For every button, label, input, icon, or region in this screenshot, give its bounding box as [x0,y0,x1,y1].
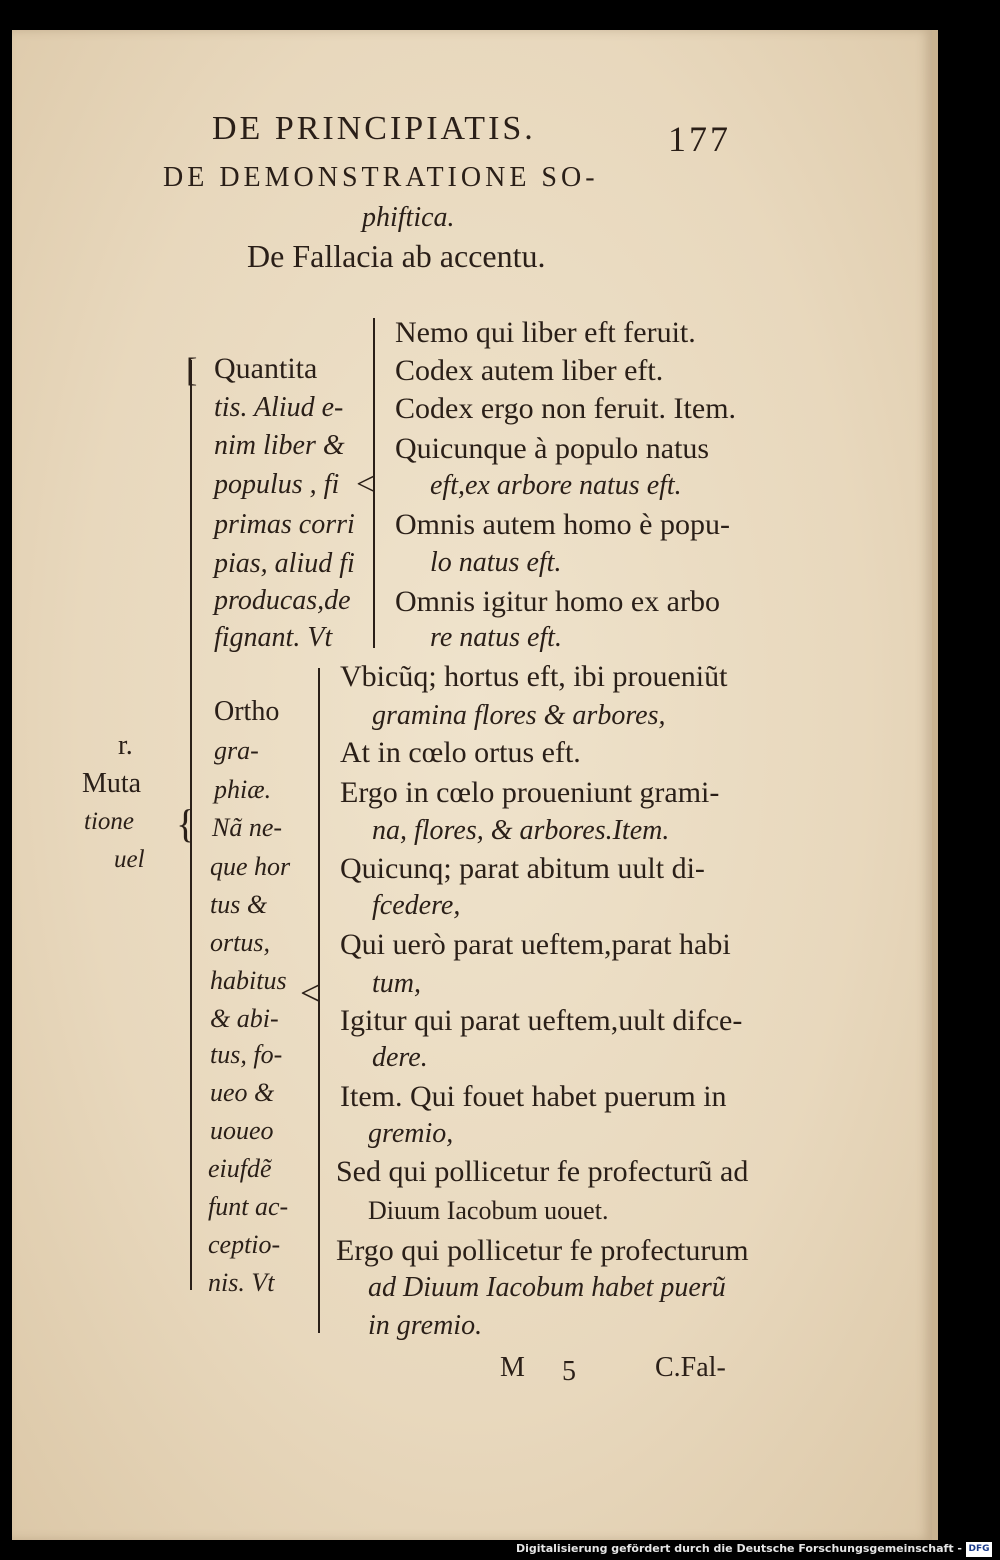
margin-line1: r. [118,730,133,761]
example2-line-12: Item. Qui fouet habet puerum in [340,1080,727,1113]
orthographiae-line-3: phiæ. [214,775,272,804]
orthographiae-line-2: gra- [214,736,259,765]
signature-mark: M [500,1352,525,1383]
running-title: DE PRINCIPIATIS. [212,110,536,147]
example1-line-7: lo natus eft. [430,547,562,578]
example1-line-8: Omnis igitur homo ex arbo [395,585,720,618]
quantitatis-line-8: fignant. Vt [214,622,333,653]
margin-line2: Muta [82,768,142,799]
example2-line-1: Vbicũq; hortus eft, ibi proueniũt [340,660,728,693]
example1-brace-point: < [356,466,376,503]
example2-line-7: fcedere, [372,890,461,921]
quantitatis-line-1: Quantita [214,352,318,385]
orthographiae-line-14: funt ac- [208,1192,289,1221]
signature-number: 5 [562,1356,576,1387]
quantitatis-line-2: tis. Aliud e- [214,392,344,423]
example1-line-5: eft,ex arbore natus eft. [430,470,682,501]
quantitatis-line-6: pias, aliud fi [214,548,355,579]
example2-line-5: na, flores, & arbores.Item. [372,815,670,846]
orthographiae-line-8: habitus [210,966,287,995]
quantitatis-line-7: producas,de [214,585,351,616]
example2-line-14: Sed qui pollicetur fe profecturũ ad [336,1155,749,1188]
example2-line-18: in gremio. [368,1310,483,1341]
orthographiae-line-1: Ortho [214,696,280,727]
example2-line-8: Qui uerò parat ueftem,parat habi [340,928,731,961]
orthographiae-line-15: ceptio- [208,1230,281,1259]
margin-line3: tione [84,808,134,835]
outer-brace-line [190,360,192,1290]
example1-line-4: Quicunque à populo natus [395,432,710,465]
example2-line-13: gremio, [368,1118,454,1149]
quantitatis-line-5: primas corri [214,509,355,540]
example2-line-6: Quicunq; parat abitum uult di- [340,852,705,885]
orthographiae-line-9: & abi- [210,1004,279,1033]
example1-line-1: Nemo qui liber eft feruit. [395,316,696,349]
quantitatis-line-3: nim liber & [214,430,345,461]
example1-line-9: re natus eft. [430,622,562,653]
section-title-line1: DE DEMONSTRATIONE SO- [163,162,599,193]
subsection-title: De Fallacia ab accentu. [247,238,546,274]
footer-credit: Digitalisierung gefördert durch die Deutsche Forschungsgemeinschaft - [515,1542,962,1555]
orthographiae-line-10: tus, fo- [210,1040,283,1069]
example2-line-11: dere. [372,1042,428,1073]
page-edge [932,30,938,1540]
example1-line-3: Codex ergo non feruit. Item. [395,392,737,425]
dfg-logo-icon: DFG [966,1542,992,1557]
orthographiae-line-16: nis. Vt [208,1268,275,1297]
footer-bar [0,1540,1000,1560]
example2-brace-point: < [300,973,321,1013]
quantitatis-line-4: populus , fi [214,469,340,500]
catchword: C.Fal- [655,1352,726,1383]
example2-line-17: ad Diuum Iacobum habet puerũ [368,1272,726,1303]
orthographiae-line-5: que hor [210,852,291,881]
example2-line-2: gramina flores & arbores, [372,700,666,731]
example2-line-3: At in cœlo ortus eft. [340,736,581,769]
outer-brace: { [176,801,196,846]
orthographiae-line-11: ueo & [210,1078,275,1107]
example1-line-6: Omnis autem homo è popu- [395,508,730,541]
orthographiae-line-6: tus & [210,890,268,919]
example2-line-10: Igitur qui parat ueftem,uult difce- [340,1004,743,1037]
orthographiae-line-12: uoueo [210,1116,274,1145]
example2-line-4: Ergo in cœlo proueniunt grami- [340,776,720,809]
example1-line-2: Codex autem liber eft. [395,354,664,387]
example2-line-9: tum, [372,968,421,999]
example2-line-15: Diuum Iacobum uouet. [368,1196,609,1225]
quantitatis-brace-top: [ [186,352,198,389]
orthographiae-line-4: Nã ne- [212,813,283,842]
example2-line-16: Ergo qui pollicetur fe profecturum [336,1234,749,1267]
orthographiae-line-7: ortus, [210,928,270,957]
section-title-line2: phiftica. [362,202,455,233]
margin-line4: uel [114,846,145,873]
orthographiae-line-13: eiufdẽ [208,1154,272,1183]
page-number: 177 [668,119,731,159]
